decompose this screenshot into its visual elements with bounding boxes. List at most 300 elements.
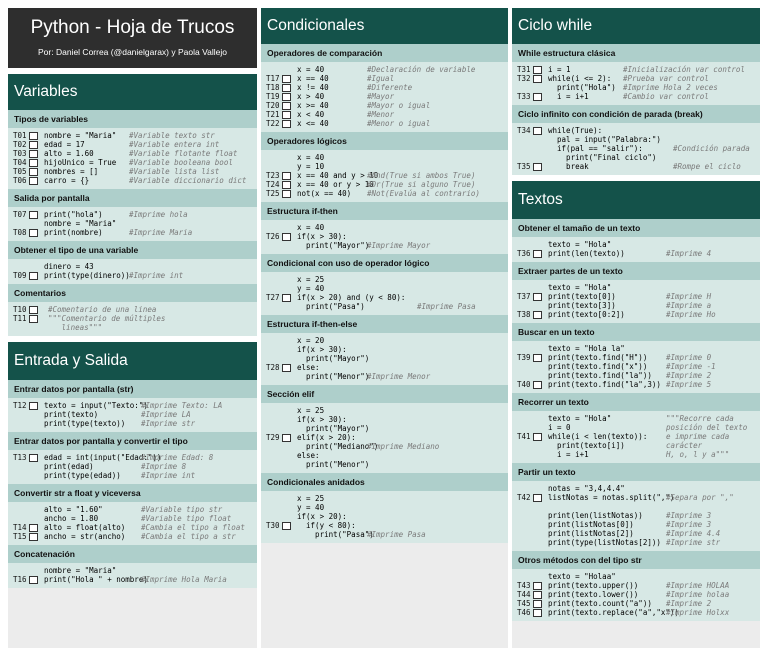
tip-checkbox[interactable] [533,582,542,590]
tip-checkbox[interactable] [282,181,291,189]
code-lines [548,240,760,258]
code-text: print(texto.find("H")) [548,353,648,362]
code-line [548,344,760,353]
code-text: carro = {} [44,176,90,185]
tip-id: T29 [266,433,280,442]
label-column [8,262,44,280]
code-comment: #Variable diccionario dict [129,176,247,185]
label-column [8,210,44,237]
tip-id: T33 [517,92,531,101]
code-text: print(edad) [44,462,94,471]
tip-checkbox[interactable] [29,402,38,410]
code-comment: #Menor o igual [367,119,431,128]
code-text: print("Menor") [297,460,370,469]
code-comment: #Imprime 3 [666,511,712,520]
code-lines [548,572,760,617]
code-line [297,223,508,232]
code-line [548,353,760,362]
tip-label [512,581,548,590]
tip-checkbox[interactable] [533,250,542,258]
code-line [44,271,257,280]
code-text: print("Pasa") [297,530,374,539]
code-line [548,581,760,590]
section-title: Ciclo infinito con condición de parada (break) [512,105,760,123]
tip-checkbox[interactable] [533,75,542,83]
tip-id: T05 [13,167,27,176]
code-comment: #Variable entera int [129,140,220,149]
section-title: Otros métodos con del tipo str [512,551,760,569]
code-lines [297,494,508,539]
code-line [44,575,257,584]
code-comment: #Imprime Hola Maria [141,575,227,584]
tip-id: T07 [13,210,27,219]
tip-label [8,228,44,237]
code-comment: #Prueba var control [623,74,709,83]
code-text: print("Mayor") [297,354,370,363]
tip-id: T43 [517,581,531,590]
code-line [548,502,760,511]
code-text: print("Menor") [297,372,370,381]
code-text: x < 40 [297,110,325,119]
code-lines [44,262,257,280]
tip-id: T41 [517,432,531,441]
code-comment: #Mayor o igual [367,101,431,110]
code-line [44,323,257,332]
tip-id: T26 [266,232,280,241]
code-text: print("Hola") [548,83,616,92]
code-block [261,220,508,254]
tip-checkbox[interactable] [282,172,291,180]
tip-checkbox[interactable] [533,609,542,617]
tip-id: T20 [266,101,280,110]
label-column [8,401,44,428]
tip-checkbox[interactable] [29,150,38,158]
code-line [44,228,257,237]
code-text: texto = "Hola la" [548,344,625,353]
code-text: print(nombre) [44,228,103,237]
code-lines [548,283,760,319]
tip-checkbox[interactable] [29,141,38,149]
tip-id: T31 [517,65,531,74]
tip-checkbox[interactable] [533,381,542,389]
tip-label [8,167,44,176]
tip-label [512,599,548,608]
code-line [548,371,760,380]
code-line [297,354,508,363]
tip-checkbox[interactable] [533,433,542,441]
tip-checkbox[interactable] [533,354,542,362]
section-title: Concatenación [8,545,257,563]
code-text: i = 1 [548,65,571,74]
code-block [261,62,508,132]
tip-id: T06 [13,176,27,185]
code-lines [44,401,257,428]
code-comment: #Imprime str [666,538,721,547]
tip-checkbox[interactable] [29,576,38,584]
code-line [548,292,760,301]
code-text: print("Hola " + nombre) [44,575,148,584]
code-text: print(texto[3]) [548,301,616,310]
code-line [548,301,760,310]
code-line [297,180,508,189]
label-column [8,131,44,185]
code-block [261,491,508,543]
tip-label [512,432,548,441]
code-text: print(texto.replace("a","x")) [548,608,679,617]
code-comment: #Comentario de una linea [48,305,157,314]
code-line [548,511,760,520]
code-line [297,189,508,198]
code-line [548,450,760,459]
code-lines [44,131,257,185]
code-block [512,237,760,262]
code-text: elif(x > 20): [297,433,356,442]
code-comment: #Imprime a [666,301,712,310]
code-text: x == 40 and y > 10 [297,171,379,180]
code-line [297,512,508,521]
label-column [512,126,548,171]
tip-checkbox[interactable] [533,600,542,608]
tip-label [8,532,44,541]
tip-id: T01 [13,131,27,140]
tip-checkbox[interactable] [29,306,38,314]
tip-checkbox[interactable] [282,93,291,101]
code-text: break [548,162,589,171]
code-lines [297,223,508,250]
code-comment: carácter [666,441,703,450]
tip-checkbox[interactable] [29,229,38,237]
label-column [512,283,548,319]
tip-checkbox[interactable] [533,494,542,502]
tip-checkbox[interactable] [29,454,38,462]
code-text: x > 40 [297,92,325,101]
code-line [297,119,508,128]
label-column [512,414,548,459]
code-text: print(texto[i]) [548,441,625,450]
code-line [44,140,257,149]
code-line [548,153,760,162]
code-comment: #Imprime 3 [666,520,712,529]
tip-label [261,363,297,372]
code-line [297,460,508,469]
tip-label [512,353,548,362]
label-column [8,305,44,332]
code-text: x <= 40 [297,119,329,128]
code-block [512,280,760,323]
code-text: print(listNotas[2]) [548,529,634,538]
code-block [8,259,257,284]
tip-label [512,74,548,83]
code-text: print(listNotas[0]) [548,520,634,529]
code-comment: #Mayor [367,92,395,101]
code-text: else: [297,451,320,460]
code-comment: #Inicialización var control [623,65,745,74]
code-block [8,207,257,241]
code-text: print(len(texto)) [548,249,625,258]
code-line [548,520,760,529]
code-comment: #Imprime Maria [129,228,193,237]
code-line [297,284,508,293]
tip-label [8,453,44,462]
label-column [512,240,548,258]
code-block [8,502,257,545]
code-line [44,410,257,419]
tip-checkbox[interactable] [282,84,291,92]
code-block [512,569,760,621]
tip-label [261,189,297,198]
tip-label [261,232,297,241]
code-line [44,401,257,410]
tip-checkbox[interactable] [533,591,542,599]
tip-checkbox[interactable] [29,177,38,185]
code-text: x = 40 [297,223,325,232]
code-text: print(type(edad)) [44,471,121,480]
tip-label [8,401,44,410]
tip-id: T09 [13,271,27,280]
code-comment: #Imprime 5 [666,380,712,389]
tip-id: T27 [266,293,280,302]
tip-id: T19 [266,92,280,101]
code-comment: H, o, l y a""" [666,450,730,459]
code-text: print("Mediano") [297,442,379,451]
banner-condicionales: Condicionales [261,8,508,44]
code-line [297,74,508,83]
tip-label [261,180,297,189]
tip-checkbox[interactable] [282,294,291,302]
code-line [548,572,760,581]
code-text: i = i+1 [548,450,589,459]
tip-checkbox[interactable] [282,522,291,530]
tip-label [261,521,297,530]
tip-checkbox[interactable] [282,102,291,110]
code-comment: #Imprime str [141,419,196,428]
tip-label [261,293,297,302]
code-line [297,101,508,110]
section-title: Extraer partes de un texto [512,262,760,280]
tip-id: T04 [13,158,27,167]
section-title: Condicional con uso de operador lógico [261,254,508,272]
code-line [297,503,508,512]
tip-checkbox[interactable] [282,120,291,128]
code-line [548,432,760,441]
tip-checkbox[interactable] [29,132,38,140]
label-column [512,572,548,617]
tip-id: T38 [517,310,531,319]
tip-label [8,176,44,185]
tip-id: T14 [13,523,27,532]
code-comment: #Imprime Holxx [666,608,730,617]
tip-checkbox[interactable] [29,524,38,532]
tip-checkbox[interactable] [282,111,291,119]
code-comment: #Imprime Edad: 8 [141,453,214,462]
code-text: ancho = str(ancho) [44,532,126,541]
tip-id: T16 [13,575,27,584]
tip-label [261,119,297,128]
code-block [8,128,257,189]
tip-label [512,65,548,74]
code-text: not(x == 40) [297,189,352,198]
code-text: nombre = "Maria" [44,566,117,575]
tip-label [8,131,44,140]
code-line [44,532,257,541]
code-lines [44,210,257,237]
header [8,8,257,68]
code-comment: #Not(Evalúa al contrario) [367,189,480,198]
code-text: x = 25 [297,406,325,415]
label-column [261,65,297,128]
tip-checkbox[interactable] [533,311,542,319]
code-line [44,210,257,219]
tip-label [8,523,44,532]
tip-checkbox[interactable] [533,163,542,171]
tip-id: T40 [517,380,531,389]
code-comment: #Imprime Pasa [417,302,476,311]
code-comment: #Imprime Texto: LA [141,401,223,410]
code-comment: #Cambio var control [623,92,709,101]
tip-checkbox[interactable] [282,233,291,241]
section-title: Entrar datos por pantalla y convertir el tipo [8,432,257,450]
code-line [297,363,508,372]
tip-checkbox[interactable] [29,168,38,176]
code-text: print(texto.upper()) [548,581,639,590]
tip-checkbox[interactable] [29,211,38,219]
tip-checkbox[interactable] [282,434,291,442]
code-line [44,176,257,185]
code-line [548,380,760,389]
code-text: while(True): [548,126,603,135]
code-line [548,362,760,371]
code-block [8,398,257,432]
tip-label [261,74,297,83]
tip-id: T23 [266,171,280,180]
code-text: print("Pasa") [297,302,365,311]
code-lines [44,453,257,480]
code-line [548,83,760,92]
code-line [44,419,257,428]
tip-id: T15 [13,532,27,541]
code-comment: #Imprime 0 [666,353,712,362]
code-comment: #Condición parada [673,144,750,153]
code-comment: #Imprime int [129,271,184,280]
code-text: if(x > 30): [297,415,347,424]
code-lines [548,126,760,171]
code-text: listNotas = notas.split(",") [548,493,675,502]
tip-checkbox[interactable] [533,66,542,74]
tip-label [8,575,44,584]
code-comment: #Variable booleana bool [129,158,233,167]
tip-label [261,83,297,92]
section-title: Estructura if-then [261,202,508,220]
tip-checkbox[interactable] [29,315,38,323]
tip-id: T45 [517,599,531,608]
code-line [44,305,257,314]
code-lines [297,336,508,381]
code-text: x == 40 or y > 10 [297,180,374,189]
code-text: nombres = [] [44,167,99,176]
tip-checkbox[interactable] [29,533,38,541]
code-text: x != 40 [297,83,329,92]
tip-id: T12 [13,401,27,410]
code-line [297,345,508,354]
code-text: texto = "Hola" [548,283,612,292]
tip-checkbox[interactable] [533,93,542,101]
tip-id: T28 [266,363,280,372]
code-text: texto = "Hola" [548,414,612,423]
code-text: print(texto) [44,410,99,419]
section-title: Operadores de comparación [261,44,508,62]
code-line [548,74,760,83]
code-comment: #Imprime Pasa [367,530,426,539]
code-text: x = 25 [297,494,325,503]
code-comment: #Declaración de variable [367,65,476,74]
tip-checkbox[interactable] [533,127,542,135]
tip-id: T44 [517,590,531,599]
code-line [297,293,508,302]
code-comment: #Imprime holaa [666,590,730,599]
code-comment: #Imprime Hola 2 veces [623,83,718,92]
banner-ciclo-while: Ciclo while [512,8,760,44]
code-text: x = 25 [297,275,325,284]
code-line [548,599,760,608]
code-comment: #Imprime 8 [141,462,187,471]
code-text: x = 40 [297,153,325,162]
code-text: print(texto.find("la",3)) [548,380,661,389]
code-line [44,219,257,228]
tip-checkbox[interactable] [282,364,291,372]
label-column [512,65,548,101]
tip-label [8,314,44,323]
code-line [44,462,257,471]
code-line [44,314,257,323]
code-text: texto = "Hola" [548,240,612,249]
tip-checkbox[interactable] [282,190,291,198]
tip-checkbox[interactable] [29,272,38,280]
page-title: Python - Hoja de Trucos [30,17,235,38]
tip-checkbox[interactable] [29,159,38,167]
tip-checkbox[interactable] [282,75,291,83]
tip-label [8,305,44,314]
tip-label [261,171,297,180]
tip-id: T11 [13,314,27,323]
banner-entrada-y-salida: Entrada y Salida [8,342,257,380]
tip-checkbox[interactable] [533,293,542,301]
code-comment: #Imprime HOLAA [666,581,730,590]
code-lines [44,566,257,584]
code-line [297,451,508,460]
code-line [297,275,508,284]
code-text: alto = "1.60" [44,505,103,514]
code-comment: #Igual [367,74,395,83]
tip-label [512,310,548,319]
label-column [8,566,44,584]
code-comment: #Imprime 4 [666,249,712,258]
code-block [8,563,257,588]
code-block [512,481,760,551]
code-line [297,302,508,311]
label-column [512,484,548,547]
section-title: Sección elif [261,385,508,403]
code-line [297,65,508,74]
code-comment: #Imprime 4.4 [666,529,721,538]
code-comment: #Imprime 2 [666,599,712,608]
code-block [261,333,508,385]
code-text: print("hola") [44,210,103,219]
tip-id: T30 [266,521,280,530]
section-title: Comentarios [8,284,257,302]
code-comment: #Imprime Menor [367,372,431,381]
code-lines [548,484,760,547]
tip-label [8,158,44,167]
